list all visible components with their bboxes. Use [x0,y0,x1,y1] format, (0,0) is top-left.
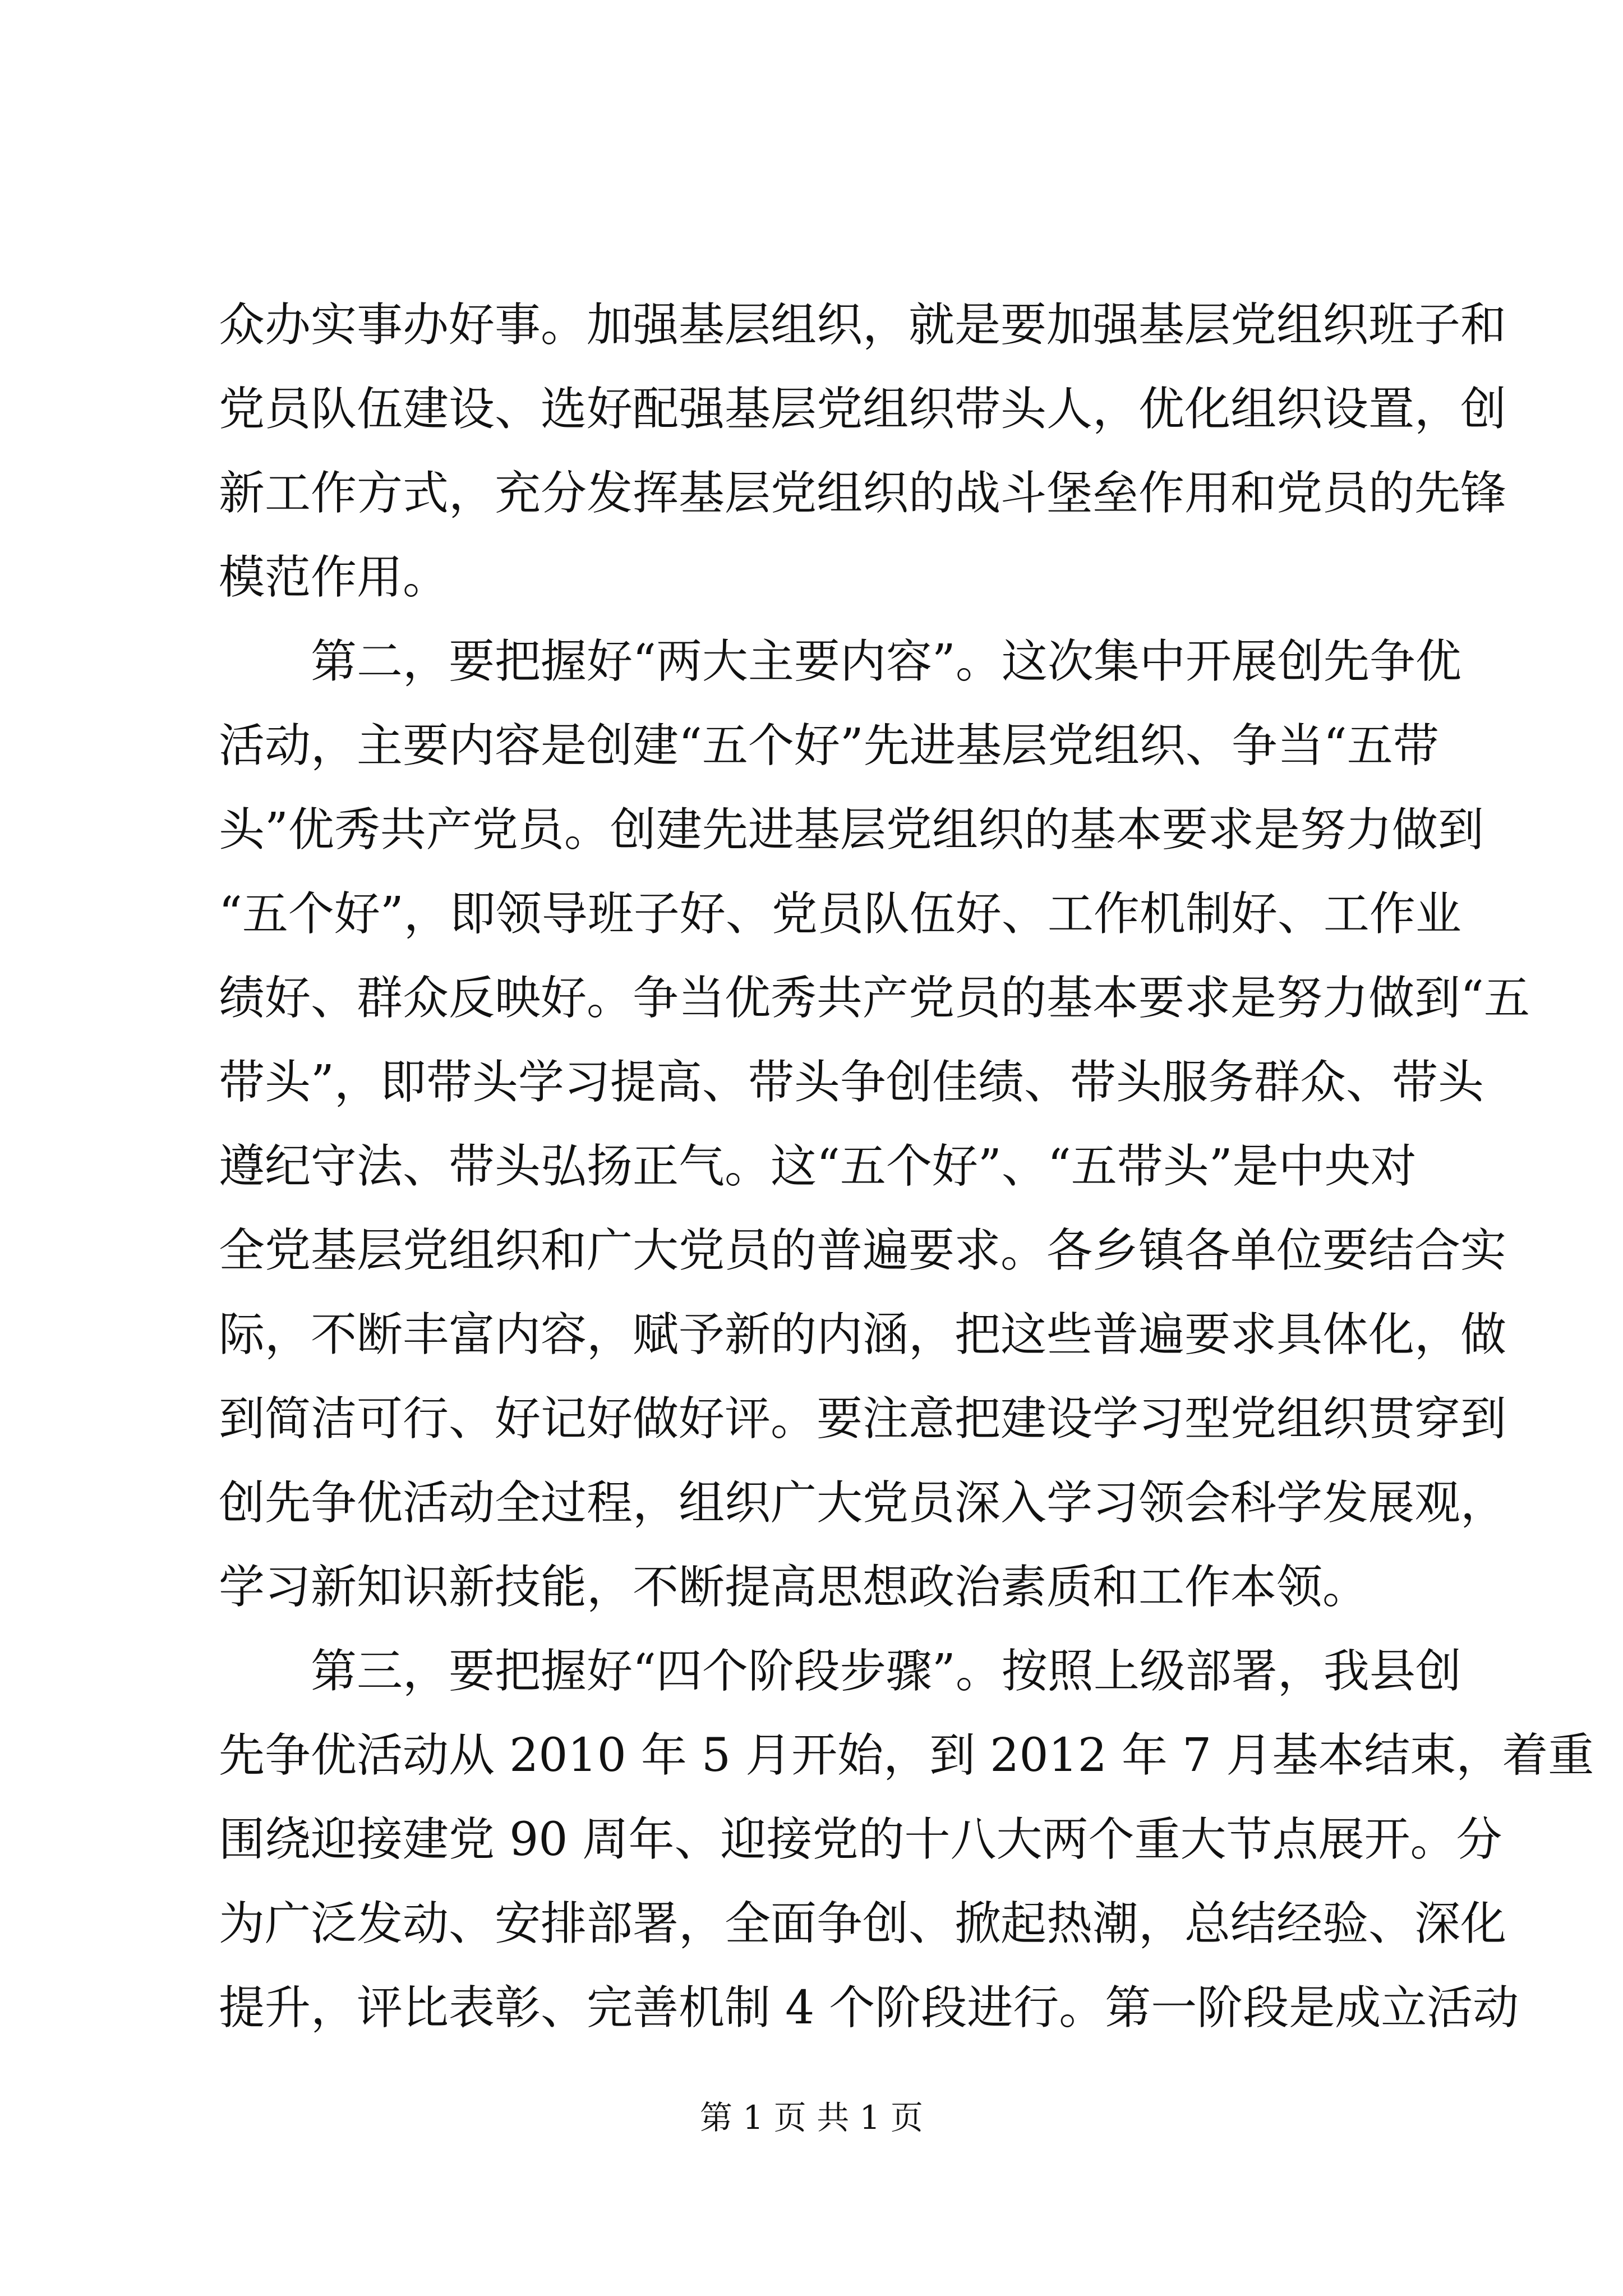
text-line: 学习新知识新技能，不断提高思想政治素质和工作本领。 [219,1561,1369,1614]
text-line: 模范作用。 [219,551,449,604]
text-line: 遵纪守法、带头弘扬正气。这“五个好”、“五带头”是中央对 [219,1140,1417,1193]
text-line: 际，不断丰富内容，赋予新的内涵，把这些普遍要求具体化，做 [219,1308,1507,1361]
text-line: 活动，主要内容是创建“五个好”先进基层党组织、争当“五带 [219,719,1439,772]
text-line: 提升，评比表彰、完善机制 4 个阶段进行。第一阶段是成立活动 [219,1981,1519,2035]
text-line: “五个好”，即领导班子好、党员队伍好、工作机制好、工作业 [219,887,1461,941]
text-line: 绩好、群众反映好。争当优秀共产党员的基本要求是努力做到“五 [219,972,1530,1025]
text-line: 带头”，即带头学习提高、带头争创佳绩、带头服务群众、带头 [219,1056,1484,1109]
paragraph-first-line: 第三，要把握好“四个阶段步骤”。按照上级部署，我县创 [311,1645,1461,1698]
text-line: 新工作方式，充分发挥基层党组织的战斗堡垒作用和党员的先锋 [219,467,1507,520]
page-footer: 第 1 页 共 1 页 [700,2099,923,2137]
text-line: 到简洁可行、好记好做好评。要注意把建设学习型党组织贯穿到 [219,1392,1507,1446]
paragraph-first-line: 第二，要把握好“两大主要内容”。这次集中开展创先争优 [311,635,1461,688]
text-line: 创先争优活动全过程，组织广大党员深入学习领会科学发展观， [219,1476,1507,1530]
text-line: 党员队伍建设、选好配强基层党组织带头人，优化组织设置，创 [219,383,1507,436]
text-line: 围绕迎接建党 90 周年、迎接党的十八大两个重大节点展开。分 [219,1813,1502,1866]
text-line: 众办实事办好事。加强基层组织，就是要加强基层党组织班子和 [219,298,1507,352]
text-line: 先争优活动从 2010 年 5 月开始，到 2012 年 7 月基本结束，着重 [219,1729,1594,1782]
text-line: 头”优秀共产党员。创建先进基层党组织的基本要求是努力做到 [219,803,1484,857]
text-line: 全党基层党组织和广大党员的普遍要求。各乡镇各单位要结合实 [219,1224,1507,1277]
text-line: 为广泛发动、安排部署，全面争创、掀起热潮，总结经验、深化 [219,1897,1507,1950]
